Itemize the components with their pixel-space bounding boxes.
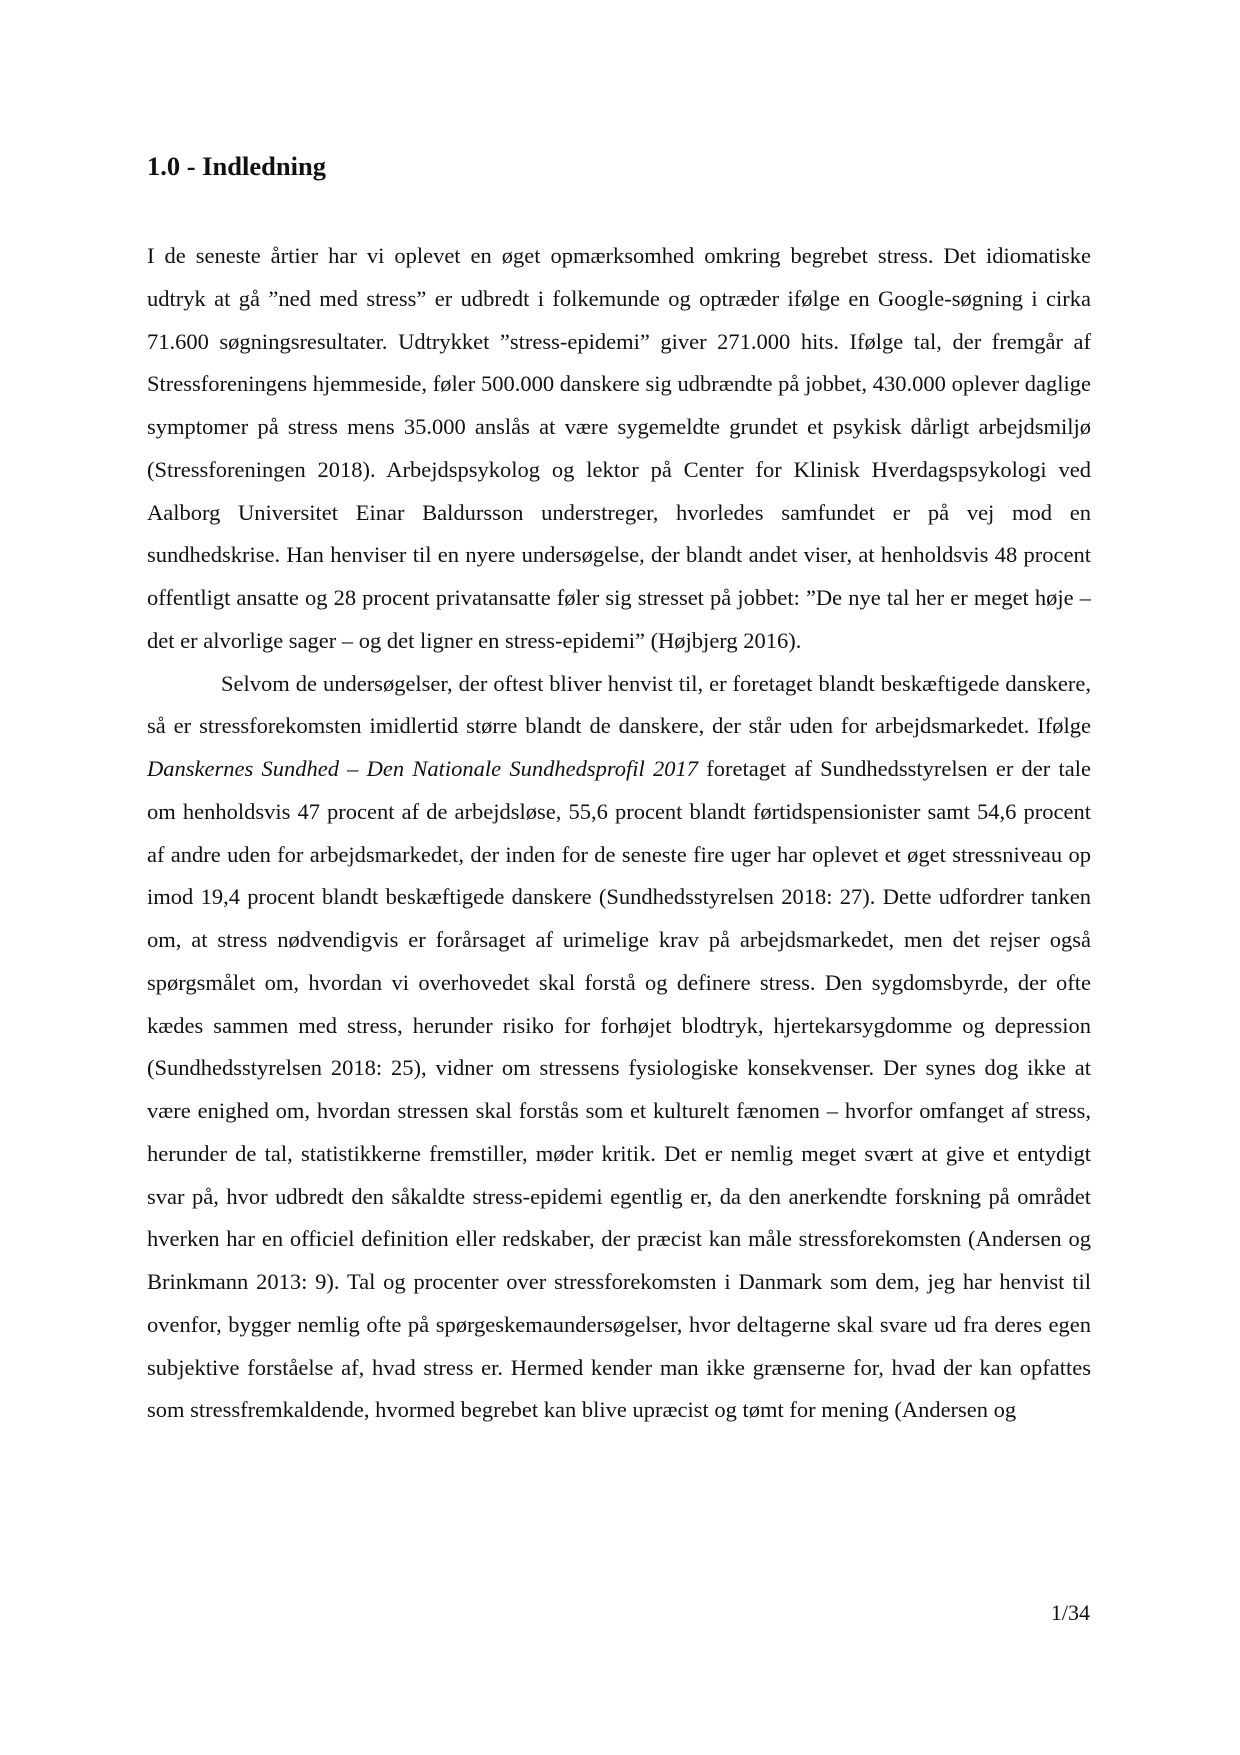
section-heading: 1.0 - Indledning	[147, 151, 326, 181]
paragraph-2	[147, 663, 1091, 1433]
report-title: Danskernes Sundhed – Den Nationale Sundhedsprofil 2017	[147, 756, 698, 781]
page-number: 1/34	[1050, 1600, 1090, 1625]
paragraph-1: I de seneste årtier har vi oplevet en øget opmærksomhed omkring begrebet stress. Det idiomatiske udtryk at gå ”ned med stress” er udbredt i folkemunde og optræder ifølge en Google-søgning i cirka 71.600 søgningsresultater. Udtrykket ”stress-epidemi” giver 271.000 hits. Ifølge tal, der fremgår af Stressforeningens hjemmeside, føler 500.000 danskere sig udbrændte på jobbet, 430.000 oplever daglige symptomer på stress mens 35.000 anslås at være sygemeldte grundet et psykisk dårligt arbejdsmiljø (Stressforeningen 2018). Arbejdspsykolog og lektor på Center for Klinisk Hverdagspsykologi ved Aalborg Universitet Einar Baldursson understreger, hvorledes samfundet er på vej mod en sundhedskrise. Han henviser til en nyere undersøgelse, der blandt andet viser, at henholdsvis 48 procent offentligt ansatte og 28 procent privatansatte føler sig stresset på jobbet: ”De nye tal her er meget høje – det er alvorlige sager – og det ligner en stress-epidemi” (Højbjerg 2016).	[147, 243, 1091, 653]
paragraph-2-text-after-title: foretaget af Sundhedsstyrelsen er der tale om henholdsvis 47 procent af de arbejdsløse, 55,6 procent blandt førtidspensionister samt 54,6 procent af andre uden for arbejdsmarkedet, der inden for de seneste fire uger har oplevet et øget stressniveau op imod 19,4 procent blandt beskæftigede danskere (Sundhedsstyrelsen 2018: 27). Dette udfordrer tanken om, at stress nødvendigvis er forårsaget af urimelige krav på arbejdsmarkedet, men det rejser også spørgsmålet om, hvordan vi overhovedet skal forstå og definere stress. Den sygdomsbyrde, der ofte kædes sammen med stress, herunder risiko for forhøjet blodtryk, hjertekarsygdomme og depression (Sundhedsstyrelsen 2018: 25), vidner om stressens fysiologiske konsekvenser. Der synes dog ikke at være enighed om, hvordan stressen skal forstås som et kulturelt fænomen – hvorfor omfanget af stress, herunder de tal, statistikkerne fremstiller, møder kritik. Det er nemlig meget svært at give et entydigt svar på, hvor udbredt den såkaldte stress-epidemi egentlig er, da den anerkendte forskning på området hverken har en officiel definition eller redskaber, der præcist kan måle stressforekomsten (Andersen og Brinkmann 2013: 9). Tal og procenter over stressforekomsten i Danmark som dem, jeg har henvist til ovenfor, bygger nemlig ofte på spørgeskemaundersøgelser, hvor deltagerne skal svare ud fra deres egen subjektive forståelse af, hvad stress er. Hermed kender man ikke grænserne for, hvad der kan opfattes som stressfremkaldende, hvormed begrebet kan blive upræcist og tømt for mening (Andersen og	[147, 756, 1091, 1423]
body-text	[147, 235, 1091, 1432]
paragraph-2-text-before-title: Selvom de undersøgelser, der oftest bliver henvist til, er foretaget blandt beskæftigede danskere, så er stressforekomsten imidlertid større blandt de danskere, der står uden for arbejdsmarkedet. Ifølge	[147, 670, 1091, 739]
